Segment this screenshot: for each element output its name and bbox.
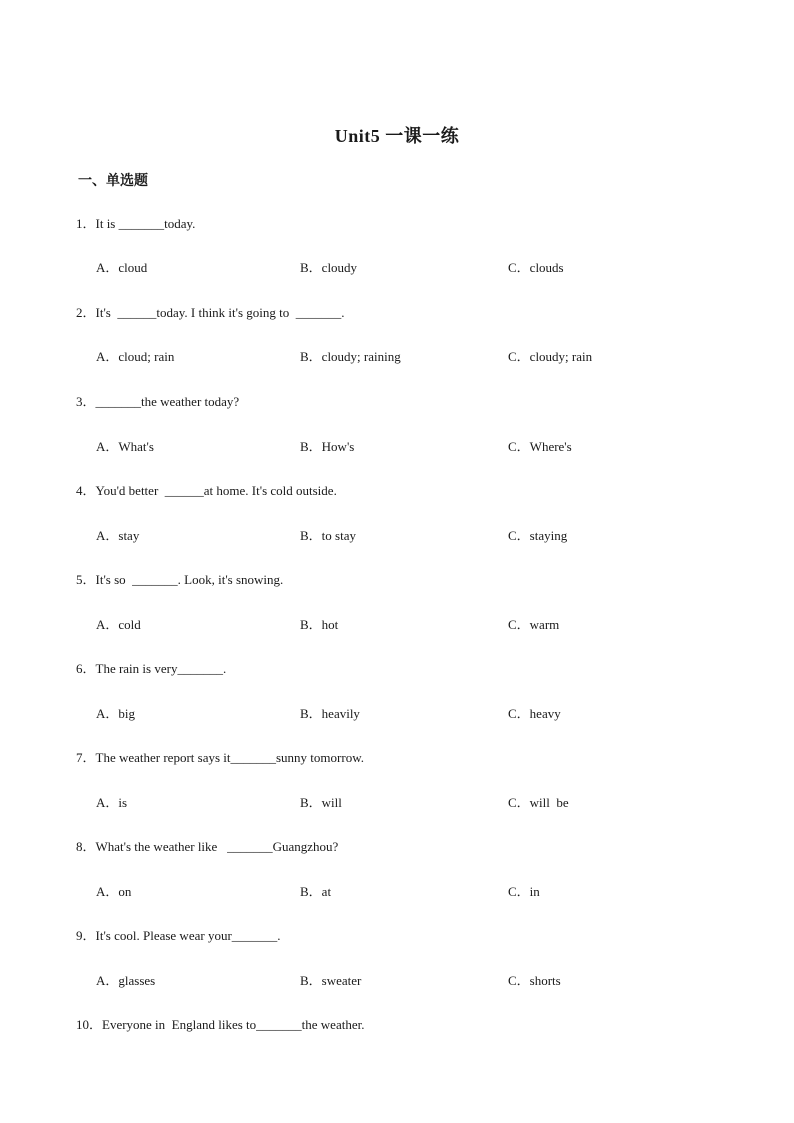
option-3c[interactable]: C．Where's	[508, 439, 572, 454]
question-2: 2．It's ______today. I think it's going to _______.	[76, 305, 345, 320]
option-8b[interactable]: B．at	[300, 884, 332, 899]
option-7c[interactable]: C．will be	[508, 795, 569, 810]
question-8: 8．What's the weather like _______Guangzhou?	[76, 839, 339, 854]
option-5a[interactable]: A．cold	[96, 617, 141, 632]
option-7b[interactable]: B．will	[300, 795, 342, 810]
option-5c[interactable]: C．warm	[508, 617, 560, 632]
option-5b[interactable]: B．hot	[300, 617, 339, 632]
option-6b[interactable]: B．heavily	[300, 706, 360, 721]
option-1c[interactable]: C．clouds	[508, 260, 564, 275]
option-2c[interactable]: C．cloudy; rain	[508, 349, 593, 364]
question-6: 6．The rain is very_______.	[76, 661, 227, 676]
option-9c[interactable]: C．shorts	[508, 973, 561, 988]
option-1b[interactable]: B．cloudy	[300, 260, 358, 275]
option-8a[interactable]: A．on	[96, 884, 132, 899]
question-5: 5．It's so _______. Look, it's snowing.	[76, 572, 284, 587]
page-title: Unit5 一课一练	[334, 126, 460, 146]
section-heading: 一、单选题	[78, 174, 148, 189]
option-4c[interactable]: C．staying	[508, 528, 568, 543]
option-2b[interactable]: B．cloudy; raining	[300, 349, 401, 364]
question-4: 4．You'd better ______at home. It's cold outside.	[76, 483, 337, 498]
option-6c[interactable]: C．heavy	[508, 706, 561, 721]
option-4a[interactable]: A．stay	[96, 528, 140, 543]
question-3: 3．_______the weather today?	[76, 394, 240, 409]
option-3b[interactable]: B．How's	[300, 439, 355, 454]
question-7: 7．The weather report says it_______sunny tomorrow.	[76, 750, 364, 765]
option-9a[interactable]: A．glasses	[96, 973, 156, 988]
option-9b[interactable]: B．sweater	[300, 973, 362, 988]
option-8c[interactable]: C．in	[508, 884, 540, 899]
option-7a[interactable]: A．is	[96, 795, 128, 810]
option-3a[interactable]: A．What's	[96, 439, 154, 454]
option-2a[interactable]: A．cloud; rain	[96, 349, 175, 364]
option-1a[interactable]: A．cloud	[96, 260, 148, 275]
option-4b[interactable]: B．to stay	[300, 528, 356, 543]
question-1: 1．It is _______today.	[76, 216, 196, 231]
question-10: 10．Everyone in England likes to_______the weather.	[76, 1017, 365, 1032]
question-9: 9．It's cool. Please wear your_______.	[76, 928, 281, 943]
option-6a[interactable]: A．big	[96, 706, 136, 721]
